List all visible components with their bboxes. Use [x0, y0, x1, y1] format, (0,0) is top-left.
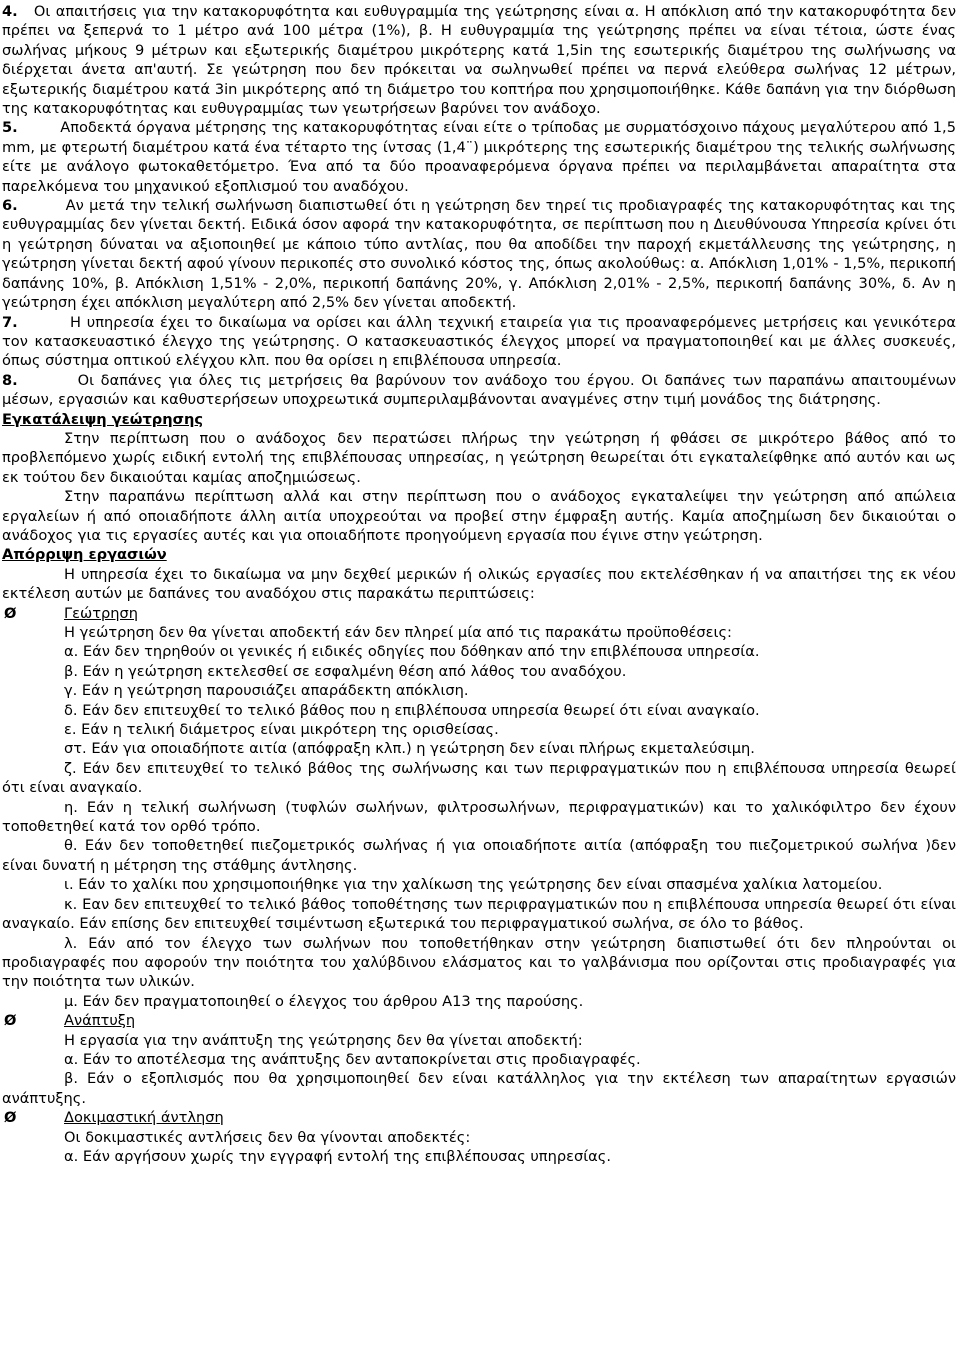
drilling-item: κ. Εαν δεν επιτευχθεί το τελικό βάθος τοποθέτησης των περιφραγματικών που η επιβλέπουσα υπηρεσία θεωρεί ότι είναι αναγκαίο. Εάν επίσης δεν επιτευχθεί τσιμέντωση εξωτερικά του περιφραγματικού σωλήνα, σε όλο το βάθος. — [2, 895, 956, 933]
paragraph-text: Οι απαιτήσεις για την κατακορυφότητα και ευθυγραμμία της γεώτρησης είναι α. Η απόκλιση από την κατακορυφότητα δεν πρέπει να ξεπερνά το 1 μέτρο ανά 100 μέτρα (1%), β. Η ευθυγραμμία της γεώτρησης πρέπει να είναι τέτοια, ώστε ένας σωλήνας μήκους 9 μέτρων και εξωτερικής διαμέτρου μικρότερης κατά 1,5in της εσωτερικής διαμέτρου της σωλήνωσης να διέρχεται άνετα απ'αυτή. Σε γεώτρηση που δεν πρόκειται να σωληνωθεί πρέπει να περνά ελεύθερα σωλήνας 12 μέτρων, εξωτερικής διαμέτρου κατά 3in μικρότερης από τη διάμετρο του κοπτήρα που χρησιμοποιήθηκε. Κάθε δαπάνη για την διόρθωση της κατακορυφότητας και ευθυγραμμίας των γεωτρήσεων βαρύνει τον ανάδοχο. — [2, 3, 957, 118]
paragraph-6 — [2, 196, 956, 312]
paragraph-number: 6. — [2, 197, 18, 215]
test-pumping-item: α. Εάν αργήσουν χωρίς την εγγραφή εντολή της επιβλέπουσας υπηρεσίας. — [64, 1147, 612, 1165]
drilling-item: μ. Εάν δεν πραγματοποιηθεί ο έλεγχος του άρθρου Α13 της παρούσης. — [64, 992, 584, 1010]
drilling-item: ζ. Εάν δεν επιτευχθεί το τελικό βάθος της σωλήνωσης και των περιφραγματικών που η επιβλέπουσα υπηρεσία θεωρεί ότι είναι αναγκαίο. — [2, 759, 956, 797]
drilling-item: ι. Εάν το χαλίκι που χρησιμοποιήθηκε για την χαλίκωση της γεώτρησης δεν είναι σπασμένα χαλίκια λατομείου. — [64, 876, 883, 894]
drilling-item: θ. Εάν δεν τοποθετηθεί πιεζομετρικός σωλήνας ή για οποιαδήποτε αιτία (απόφραξη του πιεζομετρικού σωλήνα )δεν είναι δυνατή η μέτρηση της στάθμης άντλησης. — [2, 837, 956, 874]
drilling-lead: Η γεώτρηση δεν θα γίνεται αποδεκτή εάν δεν πληρεί μία από τις παρακάτω προϋποθέσεις: — [64, 624, 732, 641]
bullet-development — [2, 1011, 956, 1030]
section-heading-abandonment: Εγκατάλειψη γεώτρησης — [2, 410, 204, 428]
paragraph-4 — [2, 2, 956, 118]
paragraph-8 — [2, 371, 956, 410]
abandonment-paragraph-1: Στην περίπτωση που ο ανάδοχος δεν περατώσει πλήρως την γεώτρηση ή φθάσει σε μικρότερο βάθος από το προβλεπόμενο χωρίς ειδική εντολή της επιβλέπουσας υπηρεσίας, η γεώτρηση θεωρείται ότι εγκαταλείφθηκε από αυτόν και ως εκ τούτου δεν δικαιούται καμίας αποζημιώσεως. — [2, 429, 956, 486]
paragraph-7 — [2, 313, 956, 371]
drilling-item: γ. Εάν η γεώτρηση παρουσιάζει απαράδεκτη απόκλιση. — [64, 682, 469, 700]
paragraph-text: Αποδεκτά όργανα μέτρησης της κατακορυφότητας είναι είτε ο τρίποδας με συρματόσχοινο πάχους μεγαλύτερου από 1,5 mm, με φτερωτή διαμέτρου κατά ένα τέταρτο της ίντσας (1,4¨) μικρότερης της εσωτερικής διαμέτρου της τελικής σωλήνωσης είτε με ανάλογο φωτοκαθετόμετρο. Ένα από τα δύο προαναφερόμενα όργανα πρέπει να περιλαμβάνεται απαραίτητα στα παρελκόμενα του μηχανικού εξοπλισμού του αναδόχου. — [2, 119, 956, 195]
drilling-item: λ. Εάν από τον έλεγχο των σωλήνων που τοποθετήθηκαν στην γεώτρηση διαπιστωθεί ότι δεν πληρούνται οι προδιαγραφές που αφορούν την ποιότητα του χαλύβδινου ελάσματος και το γαλβάνισμα που ορίζονται στις προδιαγραφές για την ποιότητα των υλικών. — [2, 934, 956, 991]
development-item: β. Εάν ο εξοπλισμός που θα χρησιμοποιηθεί δεν είναι κατάλληλος για την εκτέλεση των απαραίτητων εργασιών ανάπτυξης. — [2, 1070, 956, 1107]
paragraph-number: 5. — [2, 119, 18, 137]
arrow-bullet-icon: Ø — [4, 1109, 17, 1127]
bullet-label: Γεώτρηση — [64, 604, 139, 622]
drilling-item: β. Εάν η γεώτρηση εκτελεσθεί σε εσφαλμένη θέση από λάθος του αναδόχου. — [64, 662, 627, 680]
bullet-label: Ανάπτυξη — [64, 1012, 136, 1030]
bullet-test-pumping — [2, 1108, 956, 1127]
paragraph-number: 4. — [2, 3, 18, 20]
arrow-bullet-icon: Ø — [4, 604, 17, 622]
paragraph-text: Η υπηρεσία έχει το δικαίωμα να ορίσει και άλλη τεχνική εταιρεία για τις προαναφερόμενες μετρήσεις και γενικότερα τον κατασκευαστικό έλεγχο της γεώτρησης. Ο κατασκευαστικός έλεγχος μπορεί να πραγματοποιηθεί και με άλλες συσκευές, όπως σύστημα οπτικού ελέγχου κλπ. που θα ορίσει η επιβλέπουσα υπηρεσία. — [2, 313, 956, 370]
drilling-item: στ. Εάν για οποιαδήποτε αιτία (απόφραξη κλπ.) η γεώτρηση δεν είναι πλήρως εκμεταλεύσιμη. — [64, 740, 755, 758]
arrow-bullet-icon: Ø — [4, 1012, 17, 1030]
drilling-item: η. Εάν η τελική σωλήνωση (τυφλών σωλήνων, φιλτροσωλήνων, περιφραγματικών) και το χαλικόφιλτρο δεν έχουν τοποθετηθεί κατά τον ορθό τρόπο. — [2, 798, 956, 836]
development-item: α. Εάν το αποτέλεσμα της ανάπτυξης δεν ανταποκρίνεται στις προδιαγραφές. — [64, 1050, 641, 1068]
test-pumping-lead: Οι δοκιμαστικές αντλήσεις δεν θα γίνονται αποδεκτές: — [64, 1128, 471, 1146]
section-heading-rejection: Απόρριψη εργασιών — [2, 546, 167, 564]
development-lead: Η εργασία για την ανάπτυξη της γεώτρησης δεν θα γίνεται αποδεκτή: — [64, 1031, 583, 1049]
paragraph-text: Οι δαπάνες για όλες τις μετρήσεις θα βαρύνουν τον ανάδοχο του έργου. Οι δαπάνες των παραπάνω απαιτουμένων μέσων, εργασιών και καθυστερήσεων υποχρεωτικά συμπεριλαμβάνονται αναγμένες στην τιμή μονάδος της διάτρησης. — [2, 371, 956, 409]
bullet-label: Δοκιμαστική άντληση — [64, 1109, 224, 1127]
drilling-item: ε. Εάν η τελική διάμετρος είναι μικρότερη της ορισθείσας. — [64, 721, 499, 739]
drilling-item: δ. Εάν δεν επιτευχθεί το τελικό βάθος που η επιβλέπουσα υπηρεσία θεωρεί ότι είναι αναγκαίο. — [64, 701, 760, 719]
rejection-intro: Η υπηρεσία έχει το δικαίωμα να μην δεχθεί μερικών ή ολικώς εργασίες που εκτελέσθηκαν ή να απαιτήσει της εκ νέου εκτέλεση αυτών με δαπάνες του αναδόχου στις παρακάτω περιπτώσεις: — [2, 565, 956, 603]
drilling-item: α. Εάν δεν τηρηθούν οι γενικές ή ειδικές οδηγίες που δόθηκαν από την επιβλέπουσα υπηρεσία. — [64, 643, 760, 661]
bullet-drilling — [2, 604, 956, 623]
abandonment-paragraph-2: Στην παραπάνω περίπτωση αλλά και στην περίπτωση που ο ανάδοχος εγκαταλείψει την γεώτρηση από απώλεια εργαλείων ή από οποιαδήποτε άλλη αιτία υποχρεούται να προβεί στην έμφραξη αυτής. Καμία αποζημίωση δεν δικαιούται ο ανάδοχος για τις εργασίες αυτές και για οποιαδήποτε προηγούμενη εργασία που έγινε στην γεώτρηση. — [2, 488, 956, 544]
paragraph-number: 7. — [2, 313, 18, 331]
paragraph-5 — [2, 118, 956, 196]
paragraph-text: Αν μετά την τελική σωλήνωση διαπιστωθεί ότι η γεώτρηση δεν τηρεί τις προδιαγραφές της κατακορυφότητας και της ευθυγραμμίας δεν γίνεται δεκτή. Ειδικά όσον αφορά την κατακορυφότητα, σε περίπτωση που η Διευθύνουσα Υπηρεσία κρίνει ότι η γεώτρηση δύναται να αξιοποιηθεί με κάποιο τύπο αντλίας, που θα αποδίδει την παροχή εκμετάλλευσης της γεώτρησης, η γεώτρηση γίνεται δεκτή αφού γίνουν περικοπές στο συνολικό κόστος της, όπως ακολούθως: α. Απόκλιση 1,01% - 1,5%, περικοπή δαπάνης 10%, β. Απόκλιση 1,51% - 2,0%, περικοπή δαπάνης 20%, γ. Απόκλιση 2,01% - 2,5%, περικοπή δαπάνης 30%, δ. Αν η γεώτρηση έχει απόκλιση μεγαλύτερη από 2,5% δεν γίνεται αποδεκτή. — [2, 197, 956, 312]
paragraph-number: 8. — [2, 371, 18, 389]
